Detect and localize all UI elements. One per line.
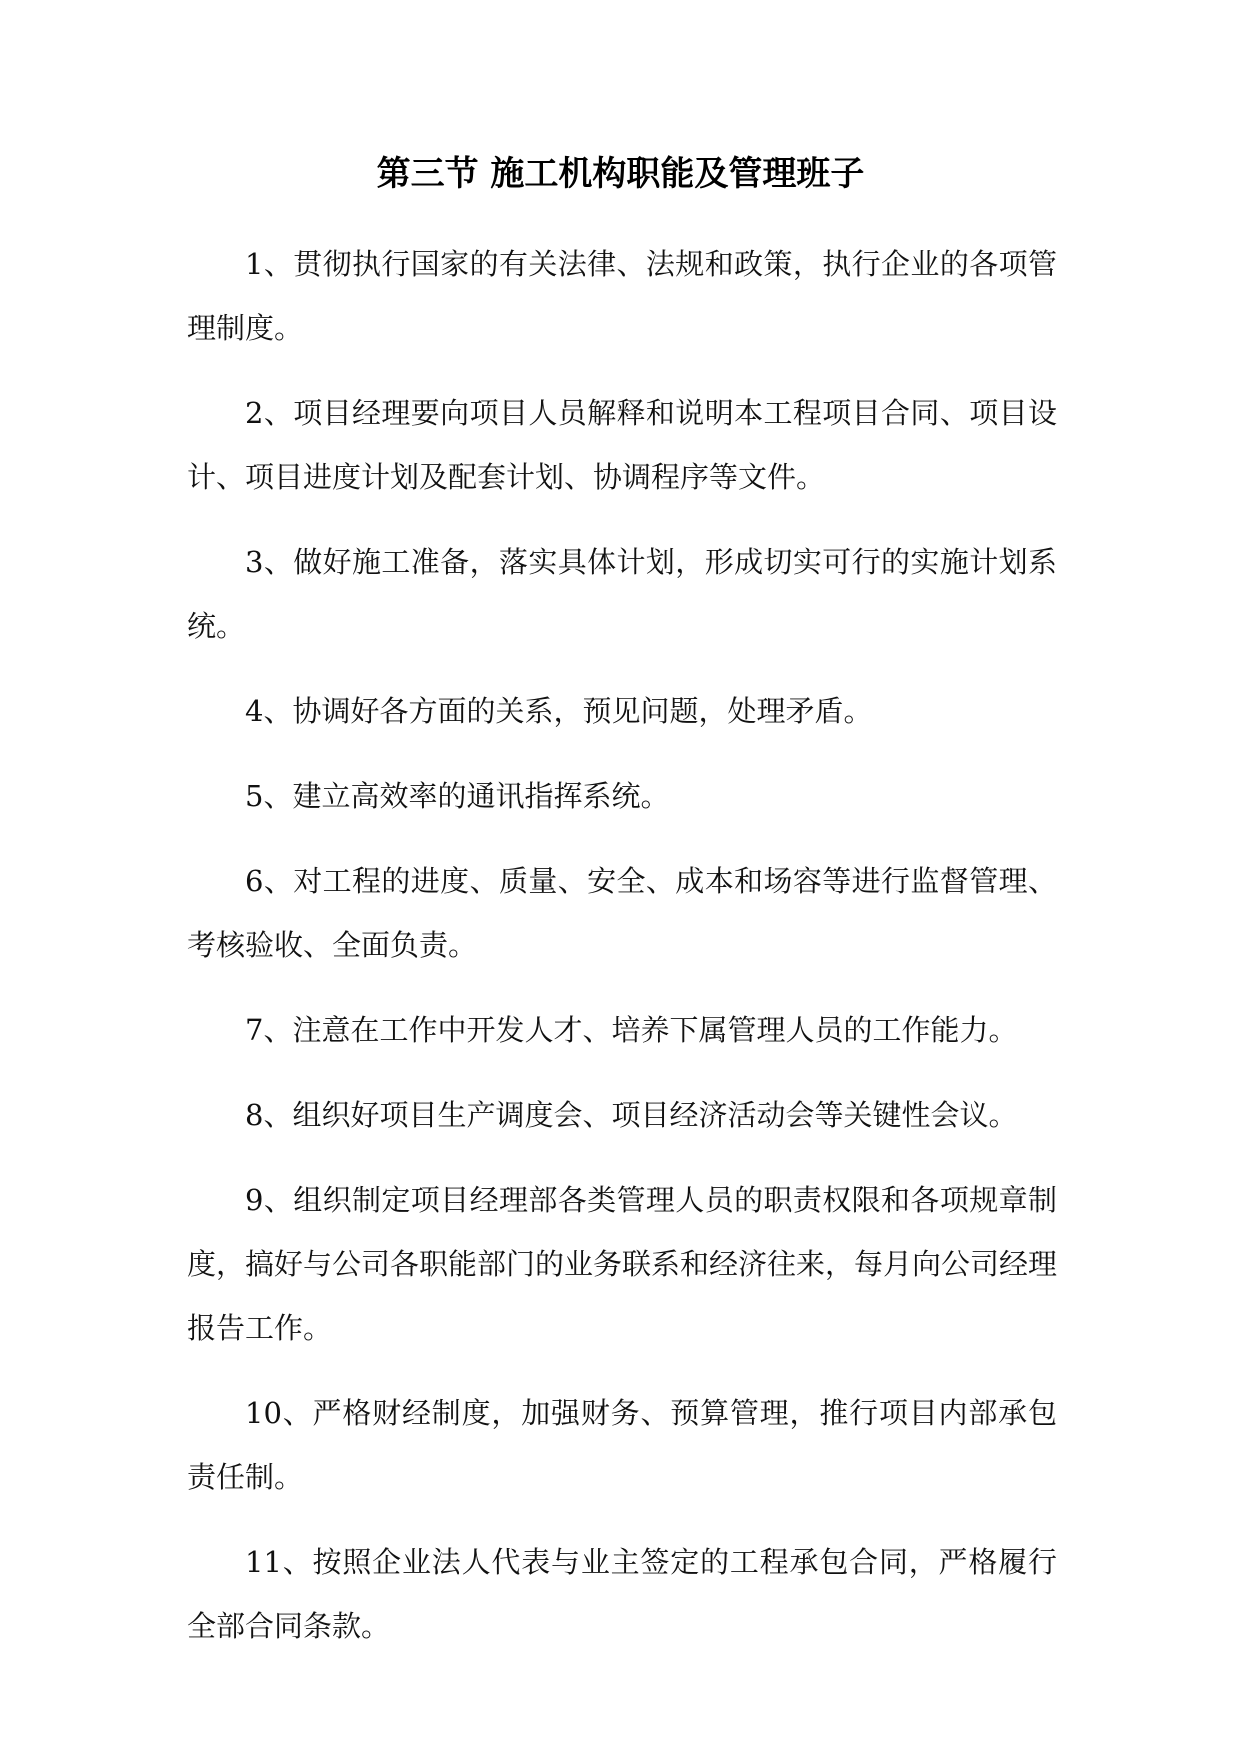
- paragraph-6: 6、对工程的进度、质量、安全、成本和场容等进行监督管理、考核验收、全面负责。: [187, 864, 1057, 962]
- paragraph-7: 7、注意在工作中开发人才、培养下属管理人员的工作能力。: [245, 1013, 1018, 1047]
- paragraph-9: 9、组织制定项目经理部各类管理人员的职责权限和各项规章制度，搞好与公司各职能部门的业务联系和经济往来，每月向公司经理报告工作。: [187, 1183, 1058, 1345]
- paragraph-10: 10、严格财经制度，加强财务、预算管理，推行项目内部承包责任制。: [187, 1396, 1057, 1494]
- paragraph-11: 11、按照企业法人代表与业主签定的工程承包合同，严格履行全部合同条款。: [187, 1545, 1057, 1643]
- paragraph-4: 4、协调好各方面的关系，预见问题，处理矛盾。: [245, 694, 873, 728]
- paragraph-3: 3、做好施工准备，落实具体计划，形成切实可行的实施计划系统。: [187, 545, 1057, 643]
- paragraph-1: 1、贯彻执行国家的有关法律、法规和政策，执行企业的各项管理制度。: [187, 247, 1057, 345]
- document-body: [187, 232, 1057, 1679]
- paragraph-2: 2、项目经理要向项目人员解释和说明本工程项目合同、项目设计、项目进度计划及配套计划、协调程序等文件。: [187, 396, 1057, 494]
- page-title: 第三节 施工机构职能及管理班子: [376, 154, 865, 194]
- paragraph-8: 8、组织好项目生产调度会、项目经济活动会等关键性会议。: [245, 1098, 1018, 1132]
- paragraph-5: 5、建立高效率的通讯指挥系统。: [245, 779, 670, 813]
